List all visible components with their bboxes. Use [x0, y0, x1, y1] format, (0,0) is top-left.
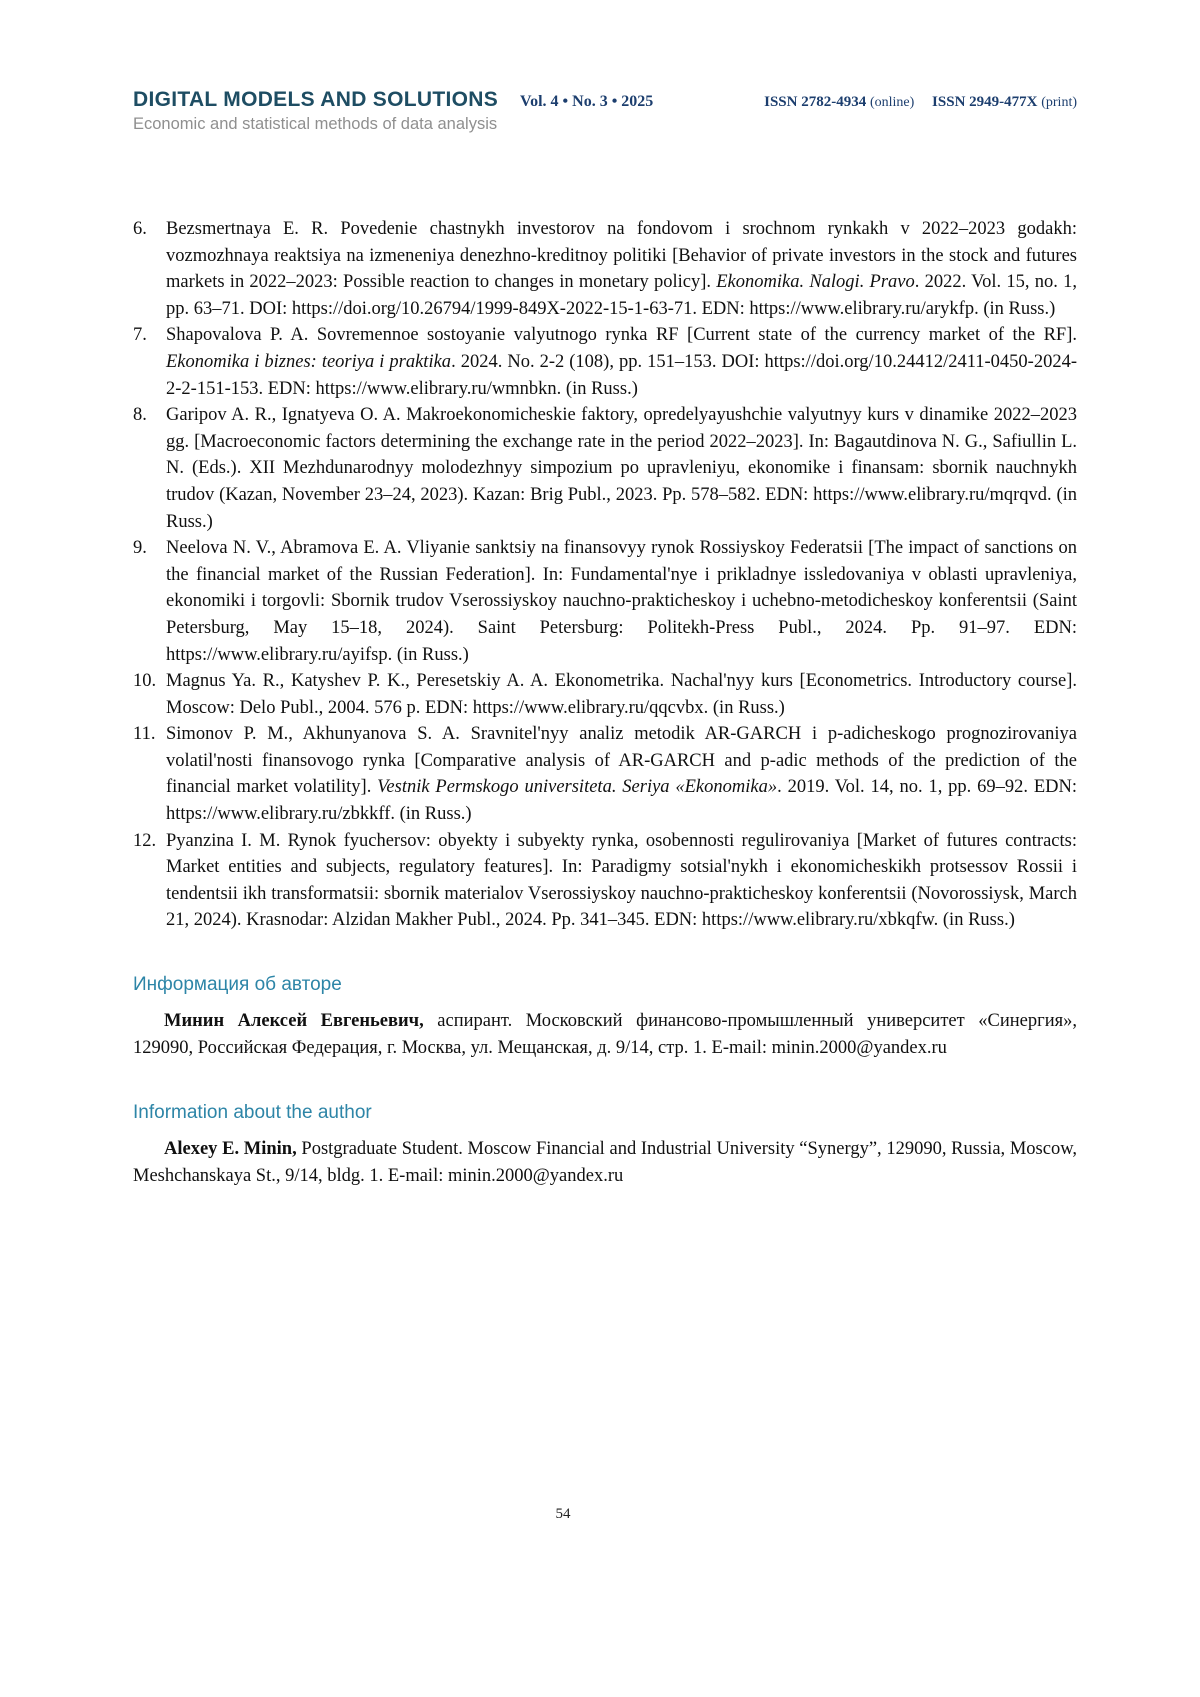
reference-item: [133, 402, 1077, 535]
reference-number: 6.: [133, 219, 147, 239]
section-heading-author-info-en: Information about the author: [133, 1102, 372, 1124]
reference-number: 9.: [133, 538, 147, 559]
issn-print: [932, 94, 1077, 110]
journal-title: DIGITAL MODELS AND SOLUTIONS: [133, 88, 499, 111]
reference-text: [166, 538, 1077, 664]
reference-text-segment: Magnus Ya. R., Katyshev P. K., Peresetskiy A. A. Ekonometrika. Nachal'nyy kurs [Econometrics. Introductory course]. Moscow: Delo Publ., 2004. 576 p. EDN: https://www.elibrary.ru/qqcvbx. (in Russ.): [166, 671, 1077, 718]
reference-text-segment: Simonov P. M., Akhunyanova S. A. Sravnitel'nyy analiz metodik AR-GARCH i p-adicheskogo prognozirovaniya volatil'nosti finansovogo rynka [Comparative analysis of AR-GARCH and p-adic methods of the prediction of the financial market volatility].: [166, 724, 1077, 798]
reference-text-segment: Garipov A. R., Ignatyeva O. A. Makroekonomicheskie faktory, opredelyayushchie valyutnyy kurs v dinamike 2022–2023 gg. [Macroeconomic factors determining the exchange rate in the period 2022–2023]. In: Bagautdinova N. G., Safiullin L. N. (Eds.). XII Mezhdunarodnyy molodezhnyy simpozium po upravleniyu, ekonomike i finansam: sbornik nauchnykh trudov (Kazan, November 23–24, 2023). Kazan: Brig Publ., 2023. Pp. 578–582. EDN: https://www.elibrary.ru/mqrqvd. (in Russ.): [166, 405, 1077, 532]
author-paragraph-ru: [133, 1008, 1077, 1062]
author-name-en: Alexey E. Minin,: [164, 1139, 297, 1160]
reference-text-segment: Bezsmertnaya E. R. Povedenie chastnykh investorov na fondovom i srochnom rynkakh v 2022–2023 godakh: vozmozhnaya reaktsiya na izmeneniya denezhno-kreditnoy politiki [Behavior of private investors in the stock and futures markets in 2022–2023: Possible reaction to changes in monetary policy].: [166, 219, 1077, 293]
reference-text: [166, 724, 1077, 824]
reference-text: [166, 671, 1077, 718]
reference-text-segment: Neelova N. V., Abramova E. A. Vliyanie sanktsiy na finansovyy rynok Rossiyskoy Federatsii [The impact of sanctions on the financial market of the Russian Federation]. In: Fundamental'nye i prikladnye issledovaniya v oblasti upravleniya, ekonomiki i torgovli: Sbornik trudov Vserossiyskoy nauchno-prakticheskoy i uchebno-metodicheskoy konferentsii (Saint Petersburg, May 15–18, 2024). Saint Petersburg: Politekh-Press Publ., 2024. Pp. 91–97. EDN: https://www.elibrary.ru/ayifsp. (in Russ.): [166, 538, 1077, 665]
reference-number: 8.: [133, 405, 147, 426]
page-footer: [133, 1506, 993, 1523]
page-content: [133, 0, 1077, 1190]
reference-item: [133, 535, 1077, 668]
author-details-en: Postgraduate Student. Moscow Financial and Industrial University “Synergy”, 129090, Russia, Moscow, Meshchanskaya St., 9/14, bldg. 1. E-mail: minin.2000@yandex.ru: [133, 1139, 1077, 1187]
volume-info: Vol. 4 • No. 3 • 2025: [520, 93, 654, 110]
author-paragraph-en: [133, 1136, 1077, 1190]
reference-text-segment: Pyanzina I. M. Rynok fyuchersov: obyekty i subyekty rynka, osobennosti regulirovaniya [Market of futures contracts: Market entities and subjects, regulatory features]. In: Paradigmy sotsial'nykh i ekonomicheskikh protsessov Rossii i tendentsii ikh transformatsii: sbornik materialov Vserossiyskoy nauchno-prakticheskoy konferentsii (Novorossiysk, March 21, 2024). Krasnodar: Alzidan Makher Publ., 2024. Pp. 341–345. EDN: https://www.elibrary.ru/xbkqfw. (in Russ.): [166, 830, 1077, 931]
reference-text-segment: . 2022. Vol. 15, no. 1, pp. 63–71. DOI: https://doi.org/10.26794/1999-849X-2022-15-1-63-71. EDN: https://www.elibrary.ru/arykfp. (in Russ.): [166, 272, 1077, 319]
issn-online-suffix: (online): [869, 95, 915, 110]
issn-block: [764, 94, 1077, 111]
reference-item: [133, 828, 1077, 934]
reference-source-title: Ekonomika i biznes: teoriya i praktika: [166, 351, 452, 372]
reference-item: [133, 216, 1077, 322]
author-details-ru: аспирант. Московский финансово-промышленный университет «Синергия», 129090, Российская Федерация, г. Москва, ул. Мещанская, д. 9/14, стр. 1. E-mail: minin.2000@yandex.ru: [133, 1011, 1077, 1059]
reference-text: [166, 325, 1077, 398]
page-header: [133, 0, 1077, 134]
reference-text-segment: . 2024. No. 2-2 (108), pp. 151–153. DOI: https://doi.org/10.24412/2411-0450-2024-2-2-151-153. EDN: https://www.elibrary.ru/wmnbkn. (in Russ.): [166, 351, 1078, 399]
page-main: [133, 216, 1077, 1190]
reference-source-title: Vestnik Permskogo universiteta. Seriya «Ekonomika»: [377, 777, 778, 798]
references-list: [133, 216, 1077, 934]
journal-subtitle: Economic and statistical methods of data analysis: [133, 115, 498, 133]
header-row: [133, 88, 1077, 112]
issn-online-number: ISSN 2782-4934: [764, 94, 867, 110]
reference-text: [166, 831, 1077, 931]
reference-text: [166, 219, 1077, 319]
author-name-ru: Минин Алексей Евгеньевич,: [164, 1011, 424, 1032]
reference-number: 12.: [133, 830, 157, 851]
issn-online: [764, 94, 914, 110]
reference-item: [133, 322, 1077, 402]
section-heading-author-info-ru: Информация об авторе: [133, 974, 342, 996]
issn-print-number: ISSN 2949-477X: [932, 94, 1038, 110]
reference-item: [133, 721, 1077, 827]
issn-print-suffix: (print): [1041, 95, 1077, 110]
reference-number: 11.: [133, 724, 156, 745]
reference-text-segment: . 2019. Vol. 14, no. 1, pp. 69–92. EDN: https://www.elibrary.ru/zbkkff. (in Russ.): [166, 777, 1077, 825]
reference-item: [133, 668, 1077, 721]
reference-text-segment: Shapovalova P. A. Sovremennoe sostoyanie valyutnogo rynka RF [Current state of the currency market of the RF].: [166, 325, 1077, 346]
reference-source-title: Ekonomika. Nalogi. Pravo: [716, 272, 915, 293]
reference-number: 10.: [133, 671, 157, 692]
page-number: 54: [555, 1506, 571, 1522]
reference-number: 7.: [133, 325, 147, 346]
reference-text: [166, 405, 1077, 531]
